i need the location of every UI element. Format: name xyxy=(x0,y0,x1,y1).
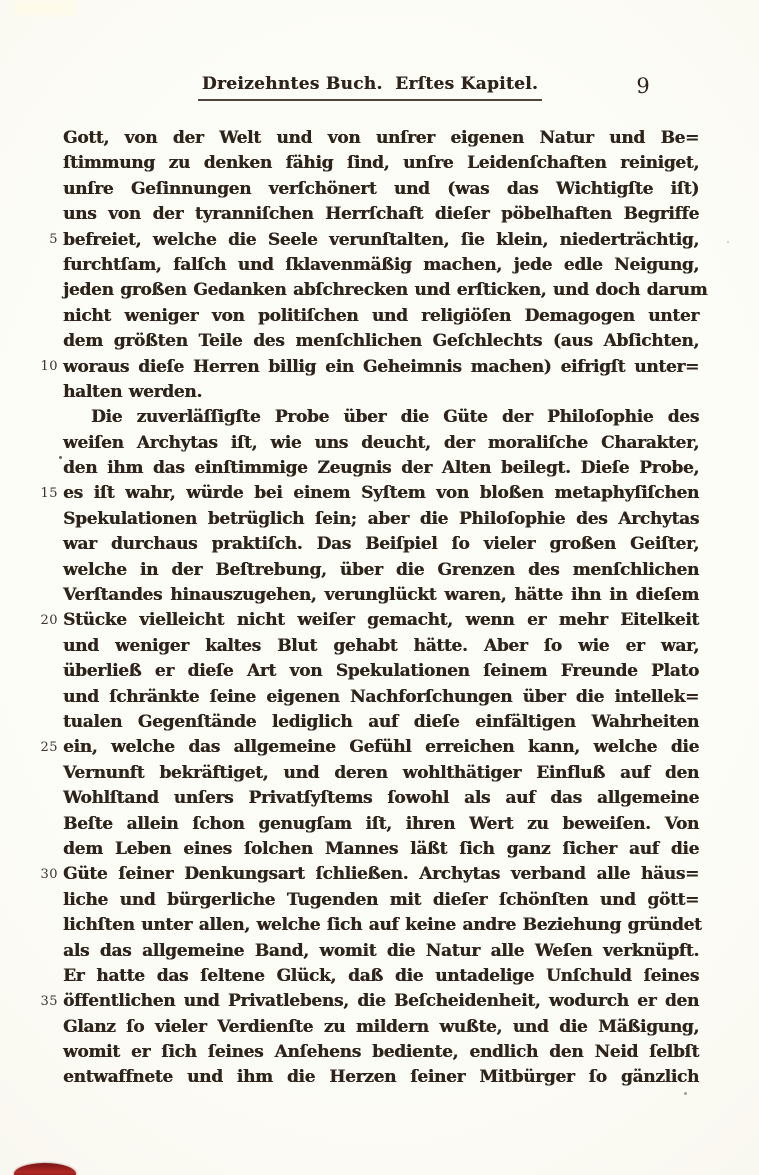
scan-smudge xyxy=(14,0,76,16)
text-line xyxy=(63,964,699,989)
text-line-content: dem Leben eines ſolchen Mannes läßt ſich ganz ſicher auf die xyxy=(63,838,699,859)
text-line xyxy=(63,253,699,278)
text-line-content: ſtimmung zu denken fähig ſind, unſre Leidenſchaften reiniget, xyxy=(63,153,699,174)
text-line-content: womit er ſich ſeines Anſehens bediente, endlich den Neid ſelbſt xyxy=(63,1042,699,1063)
margin-line-number: 35 xyxy=(40,993,58,1009)
text-line xyxy=(63,329,699,354)
text-line-content: den ihm das einſtimmige Zeugnis der Alten beilegt. Dieſe Probe, xyxy=(63,458,699,479)
text-line xyxy=(63,1040,699,1065)
text-line-content: tualen Gegenſtände lediglich auf dieſe einfältigen Wahrheiten xyxy=(63,711,699,732)
scan-speck xyxy=(727,241,729,243)
text-line xyxy=(63,177,699,202)
text-line xyxy=(63,888,699,913)
text-line xyxy=(63,837,699,862)
text-line xyxy=(63,659,699,684)
text-line xyxy=(63,456,699,481)
text-line-content: Stücke vielleicht nicht weiſer gemacht, wenn er mehr Eitelkeit xyxy=(63,610,699,631)
running-header-title: Dreizehntes Buch. Erſtes Kapitel. xyxy=(198,74,542,101)
text-line-content: Die zuverläſſigſte Probe über die Güte der Philoſophie des xyxy=(91,407,699,428)
text-line xyxy=(63,304,699,329)
margin-line-number: 10 xyxy=(40,359,58,375)
text-line xyxy=(63,710,699,735)
text-line xyxy=(63,405,699,430)
text-line-content: entwaffnete und ihm die Herzen ſeiner Mitbürger ſo gänzlich xyxy=(63,1067,699,1088)
text-line xyxy=(63,380,699,405)
margin-line-number: 25 xyxy=(40,739,58,755)
text-line xyxy=(63,761,699,786)
text-line-content: furchtſam, falſch und ſklavenmäßig machen, jede edle Neigung, xyxy=(63,254,699,275)
margin-line-number: 5 xyxy=(49,232,58,248)
text-line-content: uns von der tyranniſchen Herrſchaft dieſer pöbelhaften Begriffe xyxy=(63,204,699,225)
text-line-content: Güte ſeiner Denkungsart ſchließen. Archytas verband alle häus= xyxy=(63,864,699,885)
text-line xyxy=(49,228,699,253)
text-line xyxy=(63,685,699,710)
text-line-content: Glanz ſo vieler Verdienſte zu mildern wußte, und die Mäßigung, xyxy=(63,1016,699,1037)
text-line xyxy=(63,431,699,456)
scan-speck xyxy=(684,1092,687,1095)
text-line-content: Beſte allein ſchon genugſam iſt, ihren Wert zu beweiſen. Von xyxy=(63,813,699,834)
scan-speck xyxy=(59,456,62,459)
text-line xyxy=(63,532,699,557)
text-line xyxy=(63,558,699,583)
text-line-content: weiſen Archytas iſt, wie uns deucht, der moraliſche Charakter, xyxy=(63,432,699,453)
page-number: 9 xyxy=(636,74,650,98)
text-line-content: Spekulationen betrüglich ſein; aber die Philoſophie des Archytas xyxy=(63,508,699,529)
text-line xyxy=(63,786,699,811)
text-line-content: Er hatte das ſeltene Glück, daß die untadelige Unſchuld ſeines xyxy=(63,965,699,986)
text-line xyxy=(63,1015,699,1040)
text-line xyxy=(63,202,699,227)
margin-line-number: 30 xyxy=(40,866,58,882)
text-line xyxy=(63,1065,699,1090)
text-line-content: öffentlichen und Privatlebens, die Beſcheidenheit, wodurch er den xyxy=(63,991,699,1012)
margin-line-number: 20 xyxy=(40,612,58,628)
text-line-content: als das allgemeine Band, womit die Natur alle Weſen verknüpft. xyxy=(63,940,699,961)
text-line xyxy=(63,583,699,608)
text-line xyxy=(63,151,699,176)
text-line xyxy=(40,355,699,380)
text-line-content: Wohlſtand unſers Privatſyſtems ſowohl als auf das allgemeine xyxy=(63,788,699,809)
text-line-content: woraus dieſe Herren billig ein Geheimnis machen) eifrigſt unter= xyxy=(63,356,699,377)
text-line xyxy=(63,126,699,151)
text-line-content: Verſtandes hinauszugehen, verunglückt waren, hätte ihn in dieſem xyxy=(63,585,699,606)
text-line xyxy=(63,939,699,964)
text-line xyxy=(63,507,699,532)
text-line xyxy=(63,634,699,659)
text-line xyxy=(63,913,702,938)
text-line-content: lichſten unter allen, welche ſich auf keine andre Beziehung gründet xyxy=(63,915,702,936)
text-line-content: dem größten Teile des menſchlichen Geſchlechts (aus Abſichten, xyxy=(63,331,699,352)
text-line-content: ein, welche das allgemeine Gefühl erreichen kann, welche die xyxy=(63,737,699,758)
margin-line-number: 15 xyxy=(40,485,58,501)
text-line-content: liche und bürgerliche Tugenden mit dieſer ſchönſten und gött= xyxy=(63,889,699,910)
running-header xyxy=(168,74,572,101)
text-line-content: Vernunft bekräftiget, und deren wohlthätiger Einfluß auf den xyxy=(63,762,699,783)
text-line xyxy=(40,989,699,1014)
text-line-content: überließ er dieſe Art von Spekulationen ſeinem Freunde Plato xyxy=(63,661,699,682)
text-line-content: nicht weniger von politiſchen und religiöſen Demagogen unter xyxy=(63,305,699,326)
text-line-content: es iſt wahr, würde bei einem Syſtem von bloßen metaphyſiſchen xyxy=(63,483,699,504)
text-line-content: jeden großen Gedanken abſchrecken und erſticken, und doch darum xyxy=(63,280,708,301)
text-line-content: welche in der Beſtrebung, über die Grenzen des menſchlichen xyxy=(63,559,699,580)
text-line xyxy=(40,481,699,506)
red-bookmark-mark xyxy=(14,1163,76,1175)
text-line xyxy=(40,608,699,633)
text-line-content: Gott, von der Welt und von unſrer eigenen Natur und Be= xyxy=(63,128,699,148)
text-line xyxy=(63,278,708,303)
text-line-content: und weniger kaltes Blut gehabt hätte. Aber ſo wie er war, xyxy=(63,635,699,656)
text-line xyxy=(40,735,699,760)
text-line-content: unſre Geſinnungen verſchönert und (was das Wichtigſte iſt) xyxy=(63,178,699,199)
text-line-content: halten werden. xyxy=(63,381,202,402)
text-line xyxy=(63,812,699,837)
text-line-content: befreiet, welche die Seele verunſtalten, ſie klein, niederträchtig, xyxy=(63,229,699,250)
text-line-content: war durchaus praktiſch. Das Beiſpiel ſo vieler großen Geiſter, xyxy=(63,534,699,555)
text-block xyxy=(40,126,708,1091)
text-line-content: und ſchränkte ſeine eigenen Nachforſchungen über die intellek= xyxy=(63,686,699,707)
text-line xyxy=(40,862,699,887)
